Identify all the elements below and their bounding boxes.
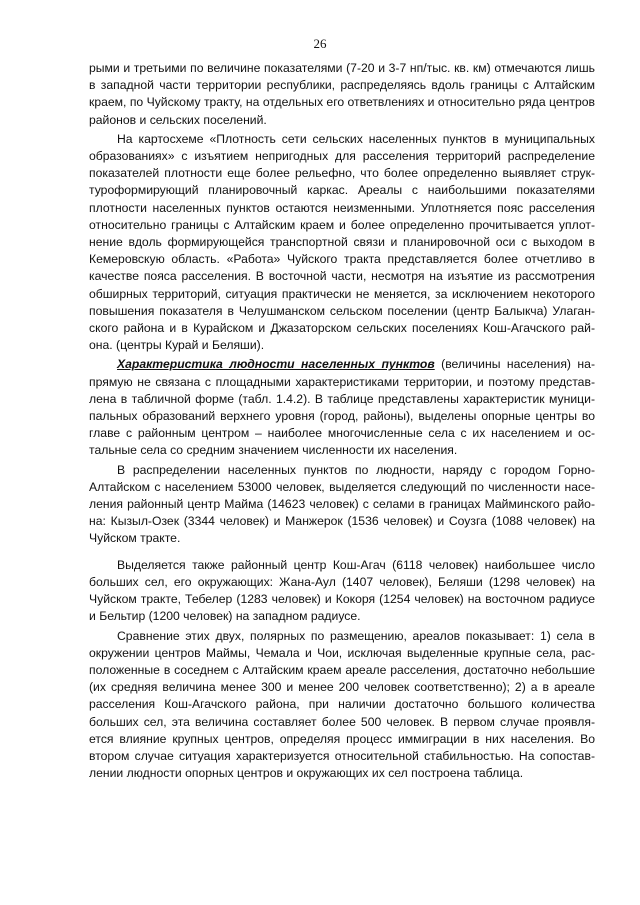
paragraph-continuation: рыми и третьими по величине показателями (7-20 и 3-7 нп/тыс. кв. км) отмечаются лишь в западной части территории республики, распределяясь вдоль границы с Алтайским краем, по Чуйскому тракту, на отдельных его ответвлениях и относительно ряда центров районов и сельских поселений.	[89, 61, 595, 127]
paragraph-maima-center: В распределении населенных пунктов по людности, наряду с городом Горно-Алтайском с населением 53000 человек, выделяется следующий по численности населения районный центр Майма (14623 человек) с селами в границах Майминского района: Кызыл-Озек (3344 человек) и Манжерок (1536 человек) и Соузга (1088 человек) на Чуйском тракте.	[89, 462, 595, 546]
paragraph-population-size	[89, 356, 595, 459]
paragraph-kosh-agach-center: Выделяется также районный центр Кош-Агач (6118 человек) наибольшее число больших сел, его окружающих: Жана-Аул (1407 человек), Беляши (1298 человек) на Чуйском тракте, Тебелер (1283 человек) и Кокоря (1254 человек) на восточном радиусе и Бельтир (1200 человек) на западном радиусе.	[89, 557, 595, 624]
document-body	[89, 60, 595, 782]
inline-heading: Характеристика людности населенных пунктов	[117, 357, 435, 372]
paragraph-comparison: Сравнение этих двух, полярных по размещению, ареалов показывает: 1) села в окружении центров Маймы, Чемала и Чои, исключая выделенные крупные села, расположенные в соседнем с Алтайским краем ареале расселения, достаточно небольшие (их средняя величина менее 300 и менее 200 человек соответственно); 2) а в ареале расселения Кош-Агачского района, при наличии достаточно большого количества больших сел, эта величина составляет более 500 человек. В первом случае проявляется влияние крупных центров, определяя процесс иммиграции в них населения. Во втором случае ситуация характеризуется относительной стабильностью. На сопоставлении людности опорных центров и окружающих их сел построена таблица.	[89, 628, 595, 781]
paragraph-map-density: На картосхеме «Плотность сети сельских населенных пунктов в муниципальных образованиях» с изъятием непригодных для расселения территорий распределение показателей плотности еще более рельефно, что более определенно выявляет структуроформирующий планировочный каркас. Ареалы с наибольшими показателями плотности населенных пунктов остаются неизменными. Уплотняется пояс расселения относительно границы с Алтайским краем и более определенно прочитывается уплотнение вдоль формирующейся транспортной связи и планировочной оси с выходом в Кемеровскую область. «Работа» Чуйского тракта представляется более отчетливо в качестве пояса расселения. В восточной части, несмотря на изъятие из рассмотрения обширных территорий, ситуация практически не меняется, за исключением некоторого повышения показателя в Челушманском сельском поселении (центр Балыкча) Улаганского района и в Курайском и Джазаторском сельских поселениях Кош-Агачского района. (центры Курай и Беляши).	[89, 131, 595, 353]
paragraph-population-size-text: (величины населения) напрямую не связана с площадными характеристиками территории, и поэтому представлена в табличной форме (табл. 1.4.2). В таблице представлены характеристик муниципальных образований верхнего уровня (город, районы), выделены опорные центры во главе с районным центром – наиболее многочисленные села с их населением и остальные села со средним значением численности их населения.	[89, 357, 595, 458]
page-number: 26	[313, 36, 327, 51]
